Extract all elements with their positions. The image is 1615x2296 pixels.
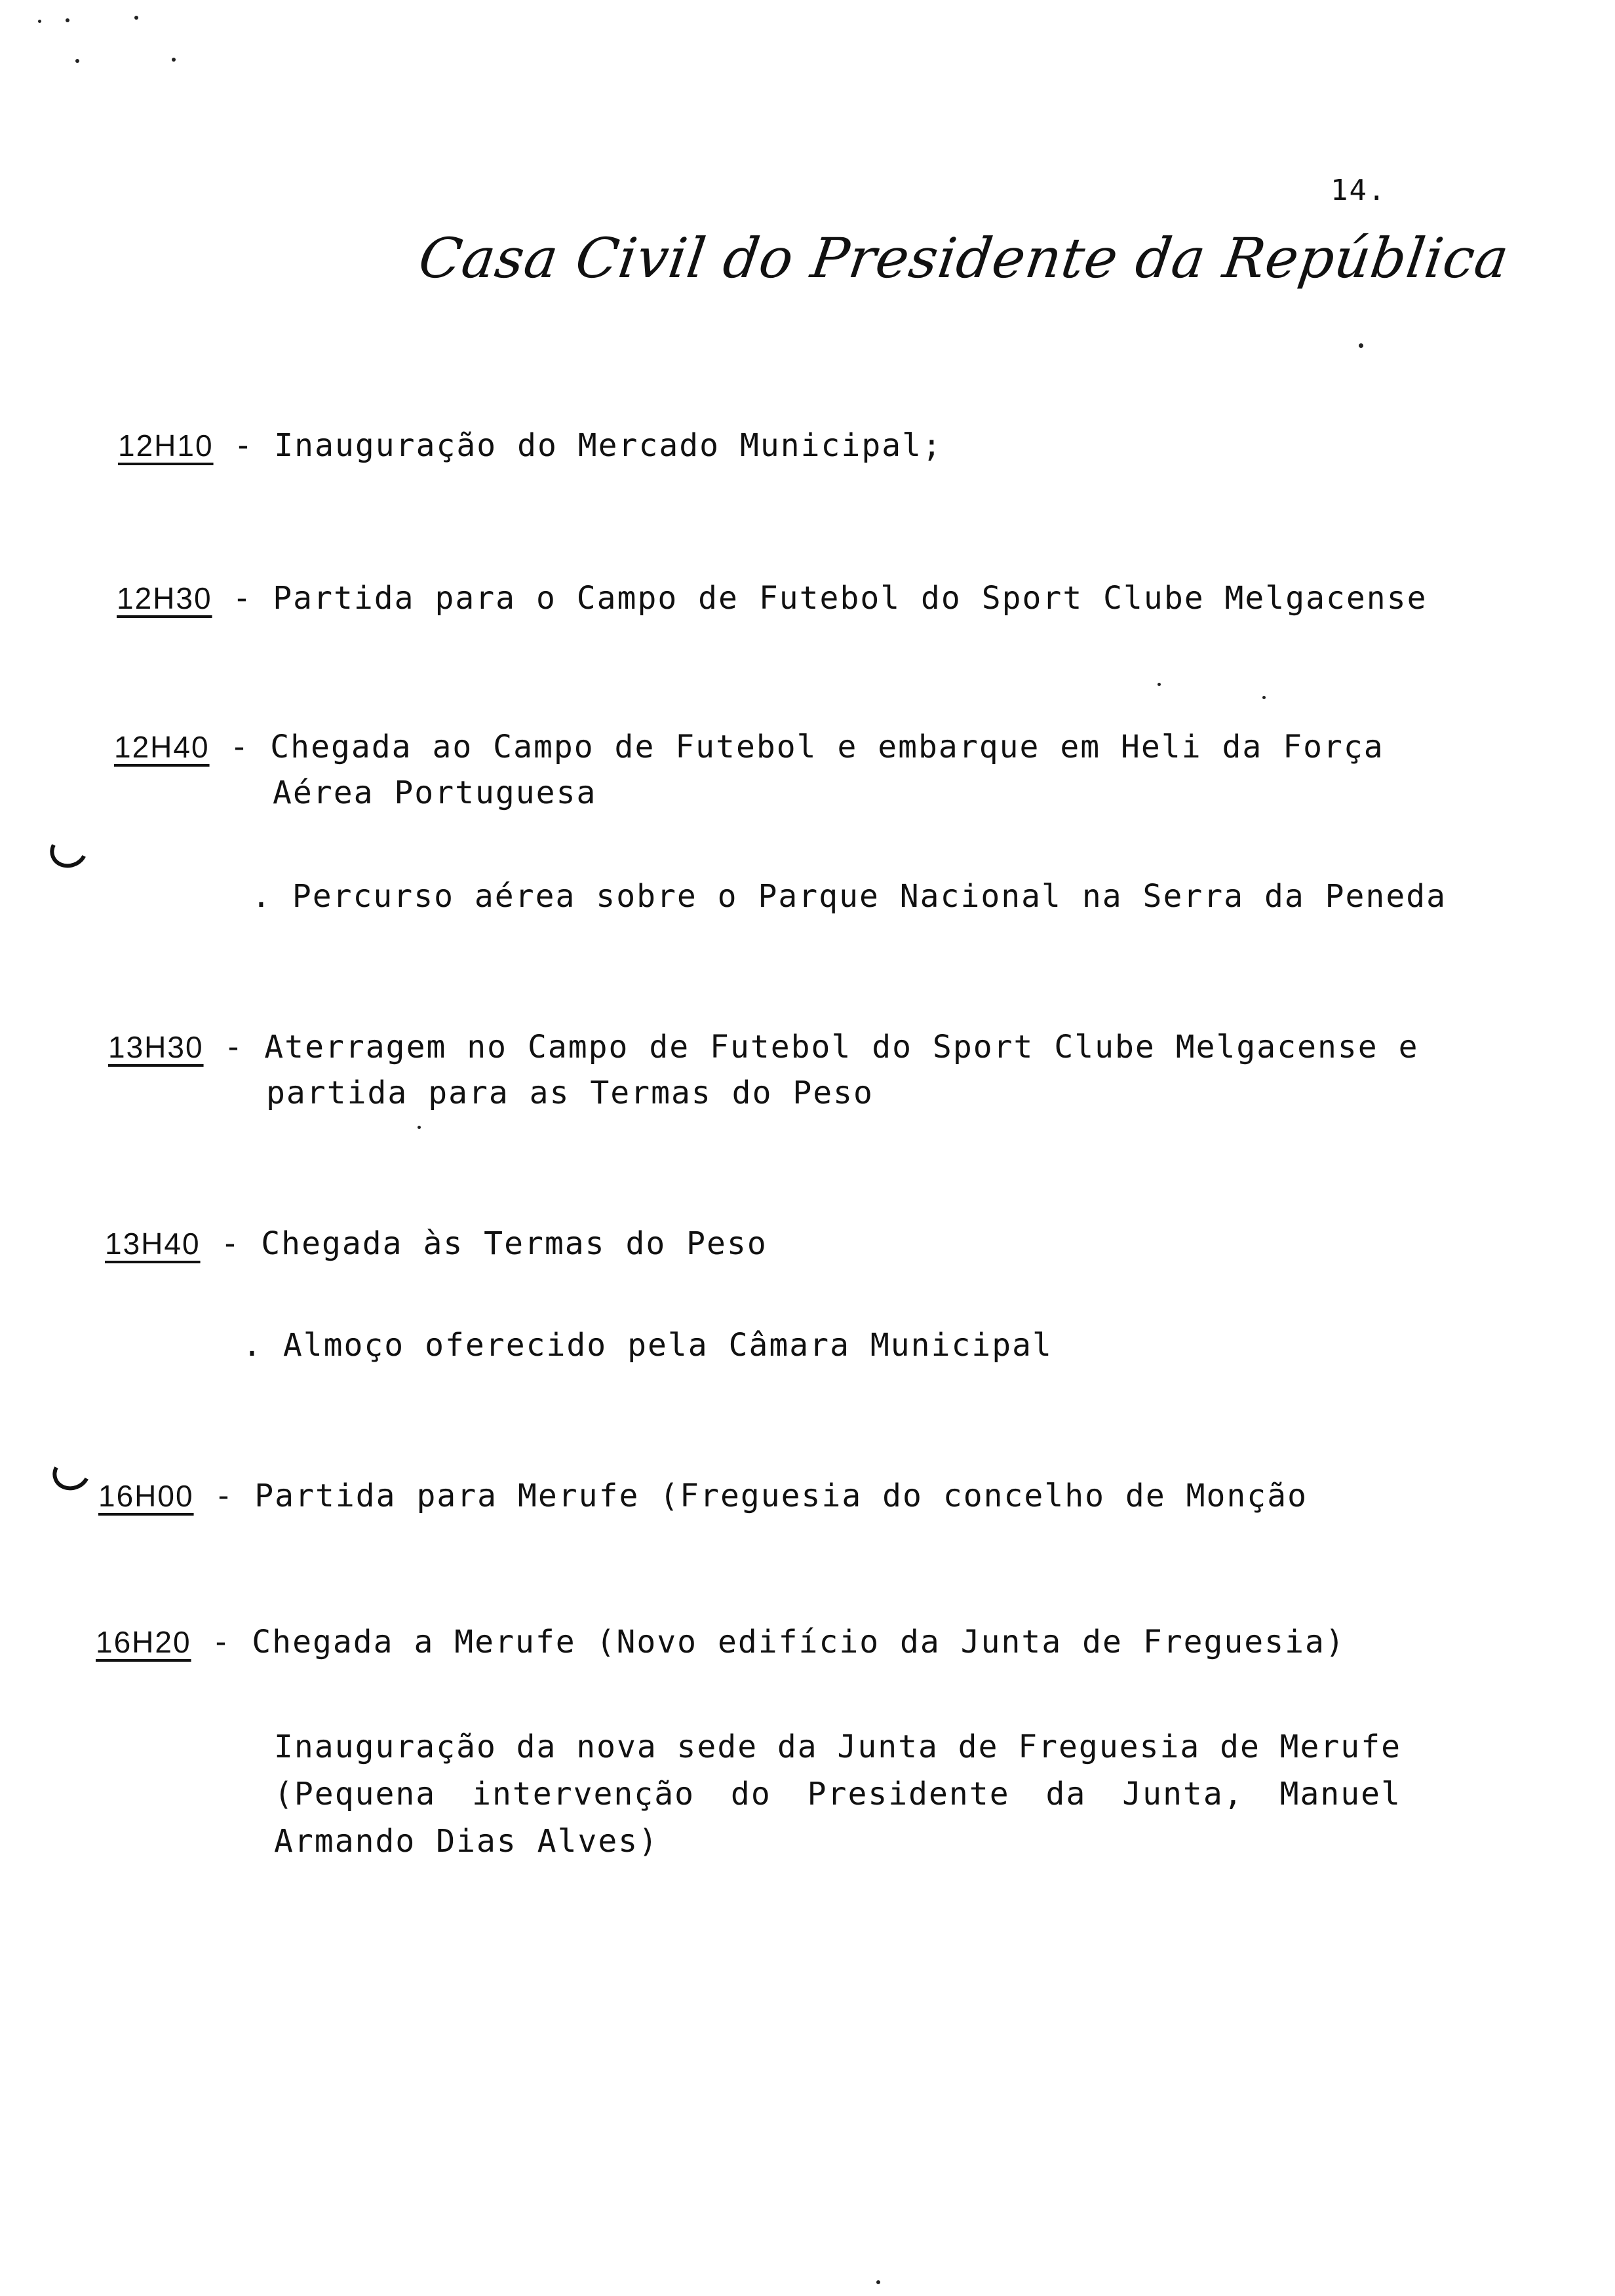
paragraph-line: (Pequena intervenção do Presidente da Junta, Manuel (274, 1776, 1401, 1812)
bullet-text: Almoço oferecido pela Câmara Municipal (282, 1327, 1053, 1364)
entry-text: Aterragem no Campo de Futebol do Sport Clube Melgacense e (264, 1029, 1419, 1065)
entry-time: 12H30 (117, 581, 212, 615)
entry-text-continued: partida para as Termas do Peso (266, 1075, 874, 1111)
entry-text-continued: Aérea Portuguesa (273, 775, 597, 811)
page-number: 14. (1331, 174, 1387, 207)
scan-speck (66, 18, 69, 22)
scan-speck (134, 16, 138, 20)
scan-speck (1262, 696, 1266, 699)
entry-time: 13H30 (108, 1030, 204, 1064)
scan-speck (1158, 683, 1161, 686)
bullet-item (252, 878, 1447, 915)
entry-time: 12H40 (114, 730, 210, 764)
entry-text: Partida para o Campo de Futebol do Sport Clube Melgacense (273, 580, 1428, 617)
entry-time: 12H10 (118, 429, 214, 463)
scan-speck (418, 1126, 421, 1129)
entry-text: Partida para Merufe (Freguesia do concelho de Monção (254, 1478, 1308, 1514)
entry-text: Chegada ao Campo de Futebol e embarque em Heli da Força (270, 729, 1384, 765)
schedule-entry (98, 1478, 1308, 1514)
entry-description-paragraph (274, 1723, 1401, 1865)
schedule-entry (105, 1225, 768, 1262)
bullet-mark: . (252, 878, 272, 915)
schedule-entry (96, 1624, 1346, 1660)
entry-time: 13H40 (105, 1227, 201, 1261)
entry-text: Chegada a Merufe (Novo edifício da Junta de Freguesia) (252, 1624, 1346, 1660)
bullet-item (243, 1327, 1053, 1364)
entry-text: Chegada às Termas do Peso (261, 1225, 768, 1262)
paragraph-line: Armando Dias Alves) (274, 1823, 659, 1860)
scan-speck (38, 20, 41, 23)
entry-separator: - (214, 1478, 235, 1514)
scan-speck (172, 58, 176, 62)
entry-separator: - (224, 1029, 244, 1065)
handwritten-check-mark (48, 1451, 95, 1496)
entry-separator: - (211, 1624, 232, 1660)
letterhead-title: Casa Civil do Presidente da República (415, 226, 1513, 290)
bullet-text: Percurso aérea sobre o Parque Nacional na Serra da Peneda (292, 878, 1447, 915)
handwritten-check-mark (45, 828, 92, 873)
entry-separator: - (220, 1225, 241, 1262)
schedule-entry (117, 580, 1428, 617)
entry-time: 16H20 (96, 1625, 191, 1659)
scan-speck (876, 2280, 880, 2284)
bullet-mark: . (243, 1327, 263, 1364)
paragraph-line: Inauguração da nova sede da Junta de Freguesia de Merufe (274, 1729, 1401, 1765)
entry-time: 16H00 (98, 1479, 194, 1513)
schedule-entry (118, 427, 943, 464)
scan-speck (1359, 343, 1363, 348)
schedule-entry (108, 1029, 1419, 1065)
schedule-entry (114, 729, 1384, 765)
entry-separator: - (232, 580, 253, 617)
entry-text: Inauguração do Mercado Municipal; (274, 427, 943, 464)
entry-separator: - (233, 427, 254, 464)
scan-speck (75, 59, 79, 63)
entry-separator: - (229, 729, 250, 765)
